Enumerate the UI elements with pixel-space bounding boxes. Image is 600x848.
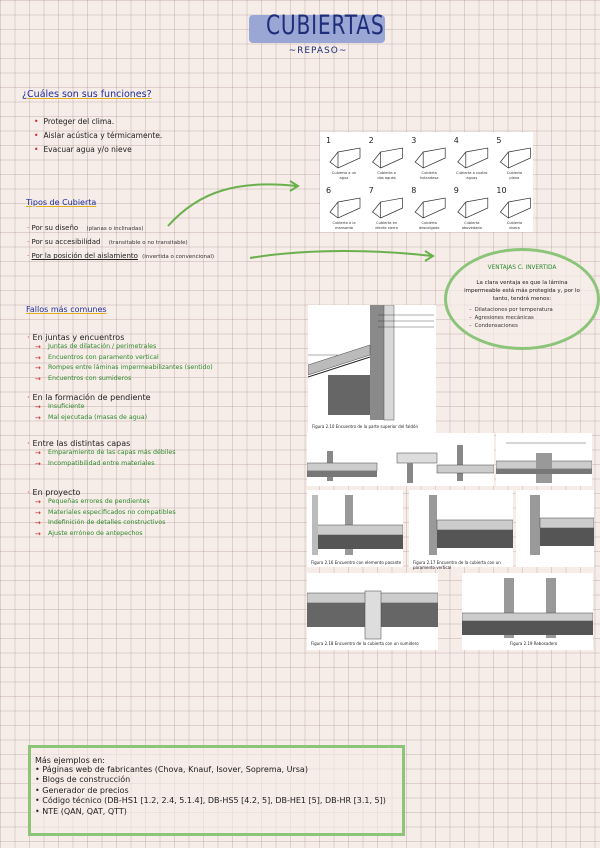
detail-figure-sink xyxy=(307,573,438,650)
roof-type-caption: Cubierta xyxy=(506,171,523,175)
roof-type-number: 10 xyxy=(496,186,507,195)
reference-item: • Blogs de construcción xyxy=(35,775,131,785)
detail-figure-vertical xyxy=(409,490,513,570)
functions-heading: ¿Cuáles son sus funciones? xyxy=(22,89,152,100)
roof-type-drawing xyxy=(373,198,403,218)
roof-type-drawing xyxy=(373,148,403,168)
roof-type-caption: Cubierta xyxy=(421,221,437,225)
roof-type-caption: dos aguas xyxy=(377,176,396,180)
failure-item: → Insuficiente xyxy=(35,402,151,413)
references-title: Más ejemplos en: xyxy=(35,756,105,765)
roof-type-drawing xyxy=(500,148,530,168)
detail-drawing xyxy=(409,490,513,567)
roof-type-caption: agua xyxy=(339,176,349,180)
advantage-item: – Condensaciones xyxy=(469,323,518,329)
arrow-insulation-to-bubble xyxy=(250,251,432,258)
detail-figure-strip xyxy=(307,433,494,486)
roof-type-caption: Cubierta a la xyxy=(332,221,356,225)
detail-drawing xyxy=(308,305,436,433)
roof-type-caption: abovedada xyxy=(461,226,482,230)
failure-item: → Indefinición de detalles constructivos xyxy=(35,518,176,529)
failure-item: → Materiales especificados no compatibles xyxy=(35,508,176,519)
failure-group-title: En proyecto xyxy=(32,488,81,497)
failure-item: → Juntas de dilatación / perimetrales xyxy=(35,342,213,353)
roof-type-number: 3 xyxy=(411,136,417,145)
types-heading: Tipos de Cubierta xyxy=(26,198,97,207)
roof-types-drawing xyxy=(320,132,533,232)
advantage-text: La clara ventaja es que la lámina impermeable está más protegida y, por lo tanto, tendrá menos: xyxy=(464,280,580,302)
roof-type-number: 1 xyxy=(326,136,332,145)
detail-drawing xyxy=(307,433,494,486)
roof-type-caption: plana xyxy=(509,176,520,180)
detail-figure-passing xyxy=(307,490,403,567)
reference-item: • Generador de precios xyxy=(35,785,129,795)
roof-type-caption: Cubierta a un xyxy=(331,171,357,175)
failure-group-slope: · En la formación de pendiente → Insuficiente → Mal ejecutada (masas de agua) xyxy=(27,393,151,423)
reference-item: • NTE (QAN, QAT, QTT) xyxy=(35,806,127,816)
detail-drawing xyxy=(462,573,593,650)
references-box xyxy=(28,745,405,836)
failure-group-project: · En proyecto → Pequeñas errores de pendientes → Materiales especificados no compatibles → Indefinición de detalles constructivos → Ajuste erróneo de antepechos xyxy=(27,488,176,539)
roof-type-drawing xyxy=(415,198,445,218)
roof-type-number: 7 xyxy=(368,186,374,195)
failure-group-joints: · En juntas y encuentros → Juntas de dilatación / perimetrales → Encuentros con paramento vertical → Rompes entre láminas impermeabilizantes (sentido) → Encuentros con sumideros xyxy=(27,333,213,384)
roof-type-number: 4 xyxy=(453,136,459,145)
type-item-access: · Por su accesibilidad (transitable o no transitable) xyxy=(27,238,188,246)
detail-figure-top-slope xyxy=(308,305,436,433)
detail-figure-overflow xyxy=(462,573,593,650)
advantage-title: VENTAJAS C. INVERTIDA xyxy=(487,265,557,271)
detail-caption: Figura 2.19 Rebosadero xyxy=(510,641,558,646)
roof-type-caption: holandesa xyxy=(419,176,439,180)
failure-item: → Pequeñas errores de pendientes xyxy=(35,497,176,508)
detail-caption: Figura 2.17 Encuentro de la cubierta con un paramento vertical xyxy=(413,560,501,570)
roof-type-drawing xyxy=(458,198,488,218)
roof-type-caption: Cubierta a cuatro xyxy=(456,171,488,175)
detail-drawing xyxy=(307,490,403,567)
roof-type-caption: mansarda xyxy=(335,226,353,230)
page-subtitle: ~REPASO~ xyxy=(288,46,348,56)
roof-type-drawing xyxy=(500,198,530,218)
failure-group-title: En la formación de pendiente xyxy=(32,393,151,402)
failure-item: → Mal ejecutada (masas de agua) xyxy=(35,413,151,424)
type-item-design: · Por su diseño (planas o inclinadas) xyxy=(27,224,144,232)
reference-item: • Código técnico (DB-HS1 [1.2, 2.4, 5.1.4], DB-HS5 [4.2, 5], DB-HE1 [5], DB-HR [3.1, 5]) xyxy=(35,796,386,806)
roof-type-caption: descolgada xyxy=(418,226,440,230)
roof-type-caption: visera xyxy=(508,226,520,230)
advantage-item: – Agresiones mecánicas xyxy=(469,315,534,321)
detail-drawing xyxy=(496,433,592,486)
references-list xyxy=(35,765,402,817)
failure-group-title: En juntas y encuentros xyxy=(32,333,125,342)
failure-item: → Encuentros con sumideros xyxy=(35,374,213,385)
failure-item: → Ajuste erróneo de antepechos xyxy=(35,529,176,540)
roof-type-caption: Cubierta xyxy=(506,221,523,225)
advantage-bubble xyxy=(444,248,600,350)
roof-types-figure xyxy=(320,132,533,232)
function-item: • Aislar acústica y térmicamente. xyxy=(34,131,163,140)
roof-type-caption: Cubierta xyxy=(421,171,437,175)
detail-drawing xyxy=(307,573,438,650)
failure-item: → Rompes entre láminas impermeabilizantes (sentido) xyxy=(35,363,213,374)
type-item-insulation: · Por la posición del aislamiento (invertida o convencional) xyxy=(27,252,215,260)
roof-type-drawing xyxy=(330,148,360,168)
failure-item: → Encuentros con paramento vertical xyxy=(35,353,213,364)
roof-type-drawing xyxy=(330,198,360,218)
detail-caption: Figura 2.10 Encuentro de la parte superior del faldón xyxy=(312,424,419,429)
roof-type-number: 5 xyxy=(496,136,502,145)
failures-heading: Fallos más comunes xyxy=(26,305,107,314)
roof-type-number: 8 xyxy=(411,186,417,195)
roof-type-caption: aguas xyxy=(466,176,478,180)
failure-group-layers: · Entre las distintas capas → Emparamiento de las capas más débiles → Incompatibilidad entre materiales xyxy=(27,439,176,469)
roof-type-drawing xyxy=(415,148,445,168)
arrow-design-to-figure xyxy=(168,184,296,226)
roof-type-caption: diente sierra xyxy=(375,226,398,230)
roof-type-drawing xyxy=(458,148,488,168)
advantage-list xyxy=(469,306,553,330)
detail-caption: Figura 2.18 Encuentro de la cubierta con un sumidero xyxy=(311,641,419,646)
detail-drawing xyxy=(516,490,594,567)
roof-type-number: 6 xyxy=(326,186,332,195)
advantage-item: – Dilataciones por temperatura xyxy=(469,307,553,313)
failure-group-title: Entre las distintas capas xyxy=(32,439,131,448)
roof-type-caption: Cubierta a xyxy=(377,171,396,175)
detail-caption: Figura 2.16 Encuentro con elemento pasante xyxy=(311,560,402,565)
roof-type-number: 9 xyxy=(453,186,459,195)
reference-item: • Páginas web de fabricantes (Chova, Knauf, Isover, Soprema, Ursa) xyxy=(35,765,308,774)
roof-type-caption: Cubierta en xyxy=(376,221,398,225)
function-item: • Proteger del clima. xyxy=(34,117,115,126)
roof-type-caption: Cubierta xyxy=(464,221,480,225)
function-item: • Evacuar agua y/o nieve xyxy=(34,145,132,154)
page-title: CUBIERTAS xyxy=(266,10,385,41)
failure-item: → Emparamiento de las capas más débiles xyxy=(35,448,176,459)
roof-type-number: 2 xyxy=(368,136,374,145)
failure-item: → Incompatibilidad entre materiales xyxy=(35,459,176,470)
detail-figure-drain xyxy=(496,433,592,486)
detail-figure-parapet xyxy=(516,490,594,567)
